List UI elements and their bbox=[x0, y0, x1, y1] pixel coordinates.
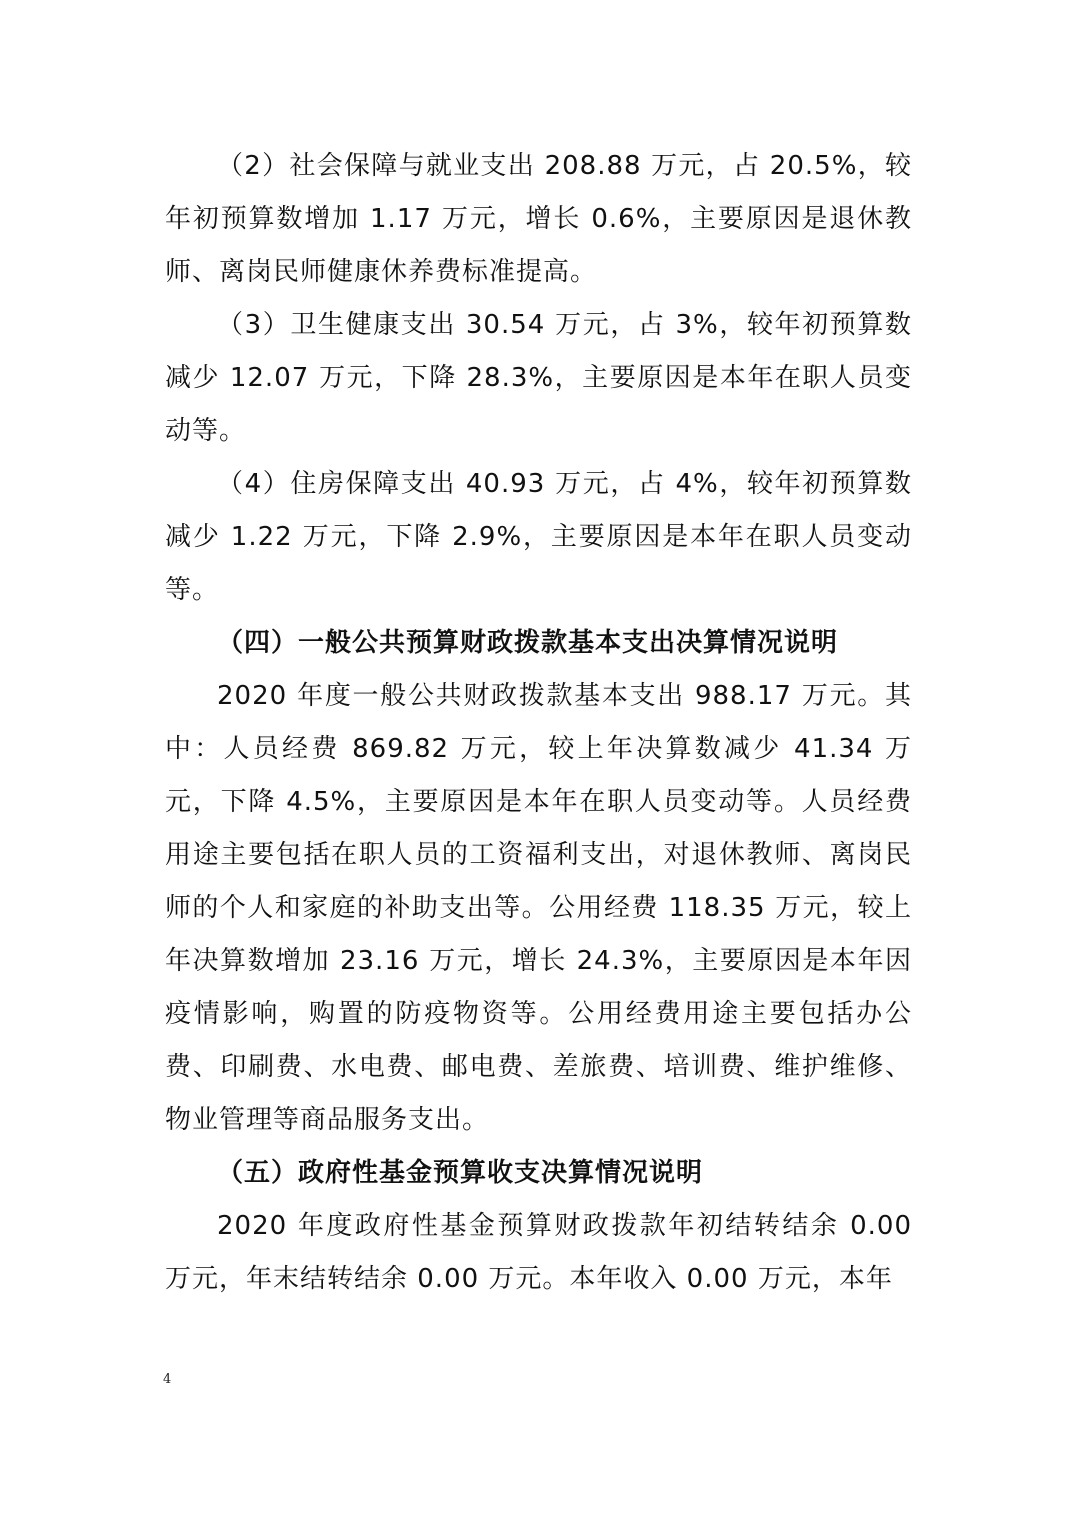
paragraph-housing: （4）住房保障支出 40.93 万元，占 4%，较年初预算数减少 1.22 万元，下降 2.9%，主要原因是本年在职人员变动等。 bbox=[165, 469, 912, 605]
paragraph-health: （3）卫生健康支出 30.54 万元，占 3%，较年初预算数减少 12.07 万元，下降 28.3%，主要原因是本年在职人员变动等。 bbox=[165, 310, 912, 446]
paragraph-government-fund: 2020 年度政府性基金预算财政拨款年初结转结余 0.00 万元，年末结转结余 0.00 万元。本年收入 0.00 万元，本年 bbox=[165, 1211, 912, 1294]
section-heading-basic-expenditure: （四）一般公共预算财政拨款基本支出决算情况说明 bbox=[217, 628, 839, 658]
paragraph-basic-expenditure: 2020 年度一般公共财政拨款基本支出 988.17 万元。其中：人员经费 869.82 万元，较上年决算数减少 41.34 万元，下降 4.5%，主要原因是本年在职人员变动等。人员经费用途主要包括在职人员的工资福利支出，对退休教师、离岗民师的个人和家庭的补助支出等。公用经费 118.35 万元，较上年决算数增加 23.16 万元，增长 24.3%，主要原因是本年因疫情影响，购置的防疫物资等。公用经费用途主要包括办公费、印刷费、水电费、邮电费、差旅费、培训费、维护维修、物业管理等商品服务支出。 bbox=[165, 681, 912, 1135]
document-body bbox=[165, 140, 912, 1306]
paragraph-social-security: （2）社会保障与就业支出 208.88 万元，占 20.5%，较年初预算数增加 1.17 万元，增长 0.6%，主要原因是退休教师、离岗民师健康休养费标准提高。 bbox=[165, 151, 912, 287]
section-heading-government-fund: （五）政府性基金预算收支决算情况说明 bbox=[217, 1158, 704, 1188]
page-number: 4 bbox=[163, 1372, 172, 1387]
